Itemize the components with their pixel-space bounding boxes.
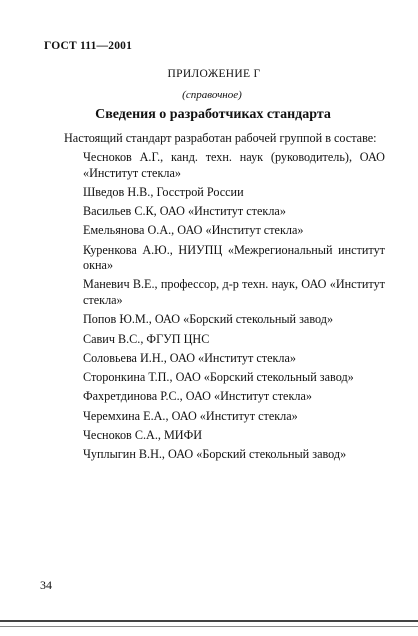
bottom-rule-thin xyxy=(0,626,418,627)
appendix-note: (справочное) xyxy=(182,89,242,101)
developer-entry: Сторонкина Т.П., ОАО «Борский стекольный завод» xyxy=(83,370,354,385)
developer-entry: Васильев С.К, ОАО «Институт стекла» xyxy=(83,204,286,219)
developer-entry: Черемхина Е.А., ОАО «Институт стекла» xyxy=(83,408,298,423)
developer-entry: Чесноков А.Г., канд. техн. наук (руководитель), ОАО «Институт стекла» xyxy=(83,150,385,180)
developer-entry: Попов Ю.М., ОАО «Борский стекольный завод» xyxy=(83,312,334,327)
developer-entry: Соловьева И.Н., ОАО «Институт стекла» xyxy=(83,350,296,365)
developer-entry: Шведов Н.В., Госстрой России xyxy=(83,184,244,199)
section-title: Сведения о разработчиках стандарта xyxy=(95,107,331,122)
bottom-rule xyxy=(0,620,418,622)
developer-list xyxy=(83,150,385,467)
page-number: 34 xyxy=(40,578,52,592)
developer-entry: Чесноков С.А., МИФИ xyxy=(83,428,203,443)
developer-entry: Емельянова О.А., ОАО «Институт стекла» xyxy=(83,223,304,238)
document-header: ГОСТ 111—2001 xyxy=(44,40,133,52)
intro-paragraph: Настоящий стандарт разработан рабочей группой в составе: xyxy=(64,131,377,145)
developer-entry: Чуплыгин В.Н., ОАО «Борский стекольный завод» xyxy=(83,447,347,462)
developer-entry: Фахретдинова Р.С., ОАО «Институт стекла» xyxy=(83,389,312,404)
appendix-label: ПРИЛОЖЕНИЕ Г xyxy=(167,68,261,80)
developer-entry: Маневич В.Е., профессор, д-р техн. наук, ОАО «Институт стекла» xyxy=(83,277,385,307)
developer-entry: Савич В.С., ФГУП ЦНС xyxy=(83,331,210,346)
developer-entry: Куренкова А.Ю., НИУПЦ «Межрегиональный институт окна» xyxy=(83,242,385,273)
